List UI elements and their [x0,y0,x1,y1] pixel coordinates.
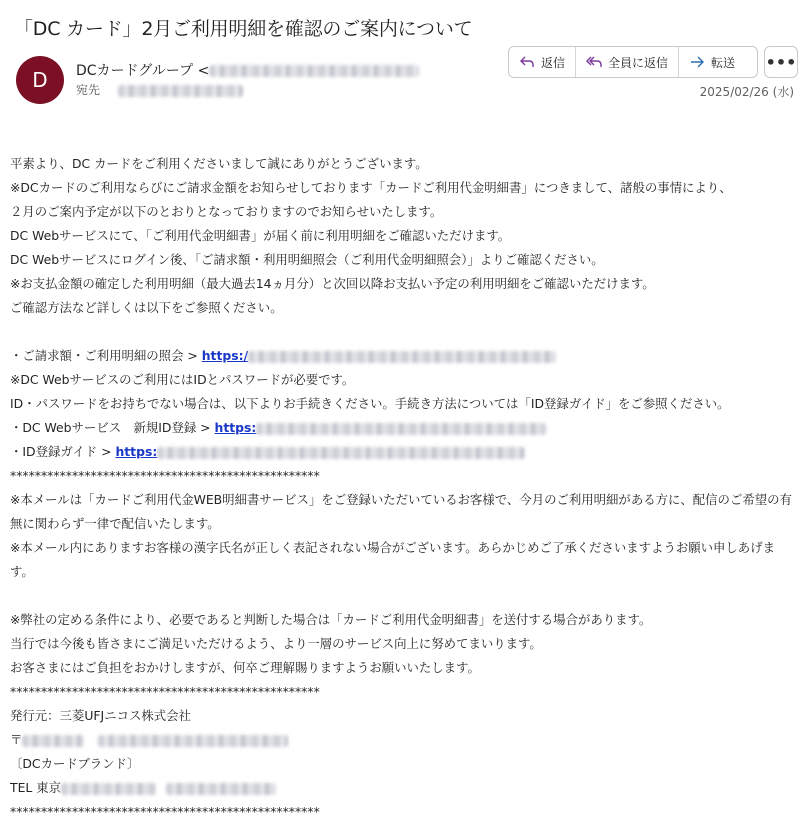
body-line: ID・パスワードをお持ちでない場合は、以下よりお手続きください。手続き方法については「ID登録ガイド」をご参照ください。 [10,396,730,411]
separator-stars: ************************************************** [10,468,320,483]
id-register-prefix: ・DC Webサービス 新規ID登録 > [10,420,215,435]
phone-line [10,776,795,800]
reply-all-label: 全員に返信 [608,55,669,70]
email-body [10,152,795,824]
body-line: ご確認方法など詳しくは以下をご参照ください。 [10,300,283,315]
postal-mark: 〒 [10,732,23,747]
phone-label: TEL 東京 [10,780,62,795]
brand-line: 〔DCカードブランド〕 [10,756,140,771]
address-line [10,728,795,752]
statement-link[interactable]: https:/ [201,348,249,363]
to-label: 宛先 [76,83,101,97]
body-line: ※お支払金額の確定した利用明細（最大過去14ヵ月分）と次回以降お支払い予定の利用明細をご確認いただけます。 [10,276,655,291]
id-guide-prefix: ・ID登録ガイド > [10,444,116,459]
statement-link-line [10,344,795,368]
redacted-address [98,735,288,747]
received-date: 2025/02/26 (水) [699,85,794,99]
id-register-line [10,416,795,440]
redacted-phone [61,783,156,795]
redacted-url [157,447,525,459]
reply-icon [519,54,535,70]
id-guide-line [10,440,795,464]
body-line: ※本メールは「カードご利用代金WEB明細書サービス」をご登録いただいているお客様で、今月のご利用明細がある方に、配信のご希望の有無に関わらず一律で配信いたします。 [10,492,792,531]
redacted-recipient [118,85,243,97]
reply-all-button[interactable] [576,47,679,77]
message-actions [508,46,758,78]
body-line: DC Webサービスにて、「ご利用代金明細書」が届く前に利用明細をご確認いただけます。 [10,228,511,243]
redacted-sender-address [209,65,419,77]
reply-label: 返信 [541,55,566,70]
forward-label: 転送 [711,55,736,70]
body-line: DC Webサービスにログイン後、「ご請求額・利用明細照会（ご利用代金明細照会）」よりご確認ください。 [10,252,604,267]
statement-link-prefix: ・ご請求額・ご利用明細の照会 > [10,348,202,363]
email-subject: 「DC カード」2月ご利用明細を確認のご案内について [14,18,473,40]
separator-stars: ************************************************** [10,804,320,819]
reply-all-icon [586,54,602,70]
body-line: ※弊社の定める条件により、必要であると判断した場合は「カードご利用代金明細書」を送付する場合があります。 [10,612,652,627]
recipient-line [76,81,243,98]
forward-icon [689,54,705,70]
publisher-line: 発行元：三菱UFJニコス株式会社 [10,708,191,723]
sender-name[interactable] [76,60,419,80]
redacted-postal-code [22,735,84,747]
redacted-url [256,423,546,435]
id-register-link[interactable]: https: [214,420,257,435]
body-line: ※DCカードのご利用ならびにご請求金額をお知らせしております「カードご利用代金明細書」につきまして、諸般の事情により、 [10,180,732,195]
sender-avatar: D [16,56,64,104]
forward-button[interactable] [679,47,745,77]
more-actions-button[interactable]: ••• [764,46,798,78]
body-line: ２月のご案内予定が以下のとおりとなっておりますのでお知らせいたします。 [10,204,443,219]
redacted-phone [166,783,276,795]
separator-stars: ************************************************** [10,684,320,699]
body-line: ※DC Webサービスのご利用にはIDとパスワードが必要です。 [10,372,355,387]
sender-name-text: DCカードグループ < [76,63,210,79]
reply-button[interactable] [509,47,576,77]
redacted-url [248,351,556,363]
id-guide-link[interactable]: https: [115,444,158,459]
body-line: 平素より、DC カードをご利用くださいまして誠にありがとうございます。 [10,156,428,171]
body-line: お客さまにはご負担をおかけしますが、何卒ご理解賜りますようお願いいたします。 [10,660,480,675]
body-line: 当行では今後も皆さまにご満足いただけるよう、より一層のサービス向上に努めてまいります。 [10,636,542,651]
body-line: ※本メール内にありますお客様の漢字氏名が正しく表記されない場合がございます。あらかじめご了承くださいますようお願い申しあげます。 [10,540,775,579]
